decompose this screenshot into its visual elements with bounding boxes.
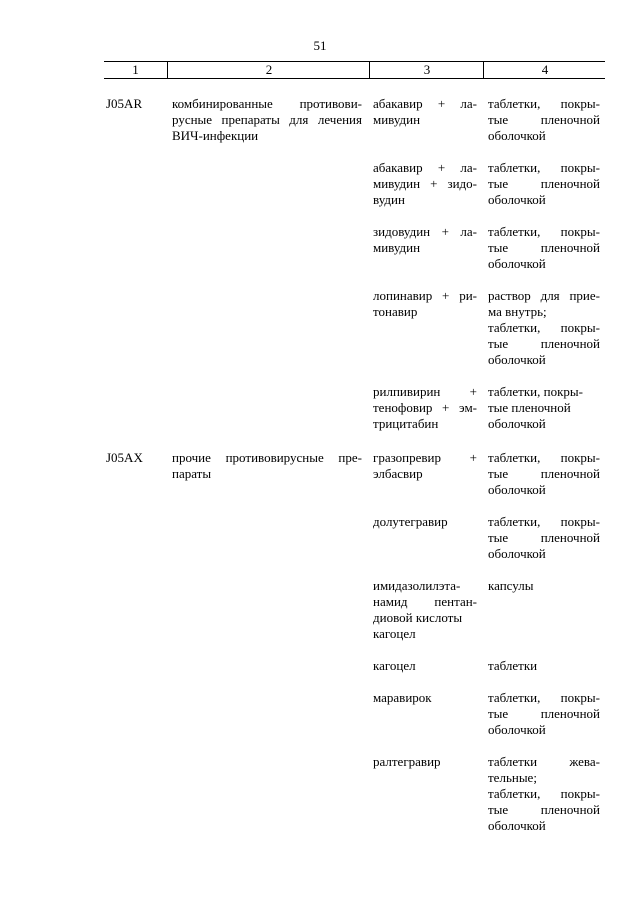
drug-name-line: абакавир + ла-	[373, 160, 477, 175]
group-name-line: комбинированные противови-	[172, 96, 362, 111]
dosage-form-line: таблетки	[488, 658, 538, 673]
dosage-form-line: оболочкой	[488, 416, 546, 431]
drug-name-line: диовой кислоты	[373, 610, 463, 625]
drug-name-line: мивудин	[373, 240, 421, 255]
drug-name	[373, 450, 477, 482]
dosage-form-line: оболочкой	[488, 352, 546, 367]
drug-name-line: тенофовир + эм-	[373, 400, 477, 415]
dosage-form-line: тые пленочной	[488, 240, 600, 255]
drug-name	[373, 96, 477, 128]
dosage-form-line: оболочкой	[488, 546, 546, 561]
drug-name-line: вудин	[373, 192, 405, 207]
drug-name-line: долутегравир	[373, 514, 448, 529]
dosage-form	[488, 96, 600, 144]
dosage-form-line: таблетки, покры-	[488, 514, 600, 529]
drug-name	[373, 514, 477, 530]
dosage-form-line: тые пленочной	[488, 336, 600, 351]
dosage-form	[488, 450, 600, 498]
dosage-form-line: раствор для прие-	[488, 288, 600, 303]
dosage-form-line: оболочкой	[488, 256, 546, 271]
drug-name	[373, 288, 477, 320]
group-name	[172, 450, 362, 482]
drug-name-line: тонавир	[373, 304, 418, 319]
dosage-form	[488, 514, 600, 562]
drug-name-line: кагоцел	[373, 658, 416, 673]
dosage-form-line: таблетки, покры-	[488, 224, 600, 239]
drug-name	[373, 224, 477, 256]
drug-name-line: мивудин	[373, 112, 421, 127]
dosage-form-line: ма внутрь;	[488, 304, 547, 319]
dosage-form-line: капсулы	[488, 578, 534, 593]
dosage-form	[488, 754, 600, 834]
drug-name	[373, 578, 477, 642]
drug-name-line: имидазолилэта-	[373, 578, 461, 593]
dosage-form-line: оболочкой	[488, 722, 546, 737]
drug-name-line: зидовудин + ла-	[373, 224, 477, 239]
dosage-form	[488, 384, 600, 432]
drug-name	[373, 384, 477, 432]
dosage-form	[488, 690, 600, 738]
drug-name	[373, 754, 477, 770]
dosage-form	[488, 224, 600, 272]
dosage-form-line: оболочкой	[488, 482, 546, 497]
page-number: 51	[313, 38, 327, 53]
dosage-form-line: тые пленочной	[488, 706, 600, 721]
dosage-form-line: таблетки, покры-	[488, 384, 583, 399]
dosage-form-line: оболочкой	[488, 818, 546, 833]
dosage-form	[488, 658, 600, 674]
group-name-line: прочие противовирусные пре-	[172, 450, 362, 465]
dosage-form-line: таблетки, покры-	[488, 160, 600, 175]
group-name-line: ВИЧ-инфекции	[172, 128, 259, 143]
dosage-form-line: таблетки, покры-	[488, 320, 600, 335]
column-header-1: 1	[132, 62, 139, 77]
drug-name-line: ралтегравир	[373, 754, 441, 769]
group-name-line: русные препараты для лечения	[172, 112, 362, 127]
dosage-form	[488, 578, 600, 594]
atc-code: J05AR	[106, 96, 143, 111]
dosage-form	[488, 160, 600, 208]
drug-name-line: гразопревир +	[373, 450, 477, 465]
dosage-form-line: тые пленочной	[488, 176, 600, 191]
drug-name	[373, 658, 477, 674]
column-header-3: 3	[369, 62, 484, 78]
drug-name-line: кагоцел	[373, 626, 416, 641]
drug-name-line: мивудин + зидо-	[373, 176, 477, 191]
dosage-form	[488, 288, 600, 368]
dosage-form-line: таблетки, покры-	[488, 450, 600, 465]
table-header-row	[104, 61, 605, 79]
dosage-form-line: оболочкой	[488, 192, 546, 207]
column-header-4: 4	[483, 62, 606, 78]
group-name	[172, 96, 362, 144]
drug-name-line: абакавир + ла-	[373, 96, 477, 111]
drug-name-line: элбасвир	[373, 466, 423, 481]
column-header-2: 2	[167, 62, 370, 78]
dosage-form-line: таблетки, покры-	[488, 690, 600, 705]
dosage-form-line: тые пленочной	[488, 530, 600, 545]
drug-name-line: рилпивирин +	[373, 384, 477, 399]
atc-code: J05AX	[106, 450, 143, 465]
group-name-line: параты	[172, 466, 212, 481]
dosage-form-line: тые пленочной	[488, 400, 571, 415]
drug-name-line: лопинавир + ри-	[373, 288, 477, 303]
dosage-form-line: таблетки жева-	[488, 754, 600, 769]
dosage-form-line: тые пленочной	[488, 466, 600, 481]
dosage-form-line: таблетки, покры-	[488, 786, 600, 801]
dosage-form-line: таблетки, покры-	[488, 96, 600, 111]
dosage-form-line: оболочкой	[488, 128, 546, 143]
dosage-form-line: тые пленочной	[488, 802, 600, 817]
drug-name	[373, 160, 477, 208]
drug-name-line: намид пентан-	[373, 594, 477, 609]
drug-name-line: маравирок	[373, 690, 432, 705]
dosage-form-line: тельные;	[488, 770, 537, 785]
dosage-form-line: тые пленочной	[488, 112, 600, 127]
drug-name-line: трицитабин	[373, 416, 439, 431]
drug-name	[373, 690, 477, 706]
